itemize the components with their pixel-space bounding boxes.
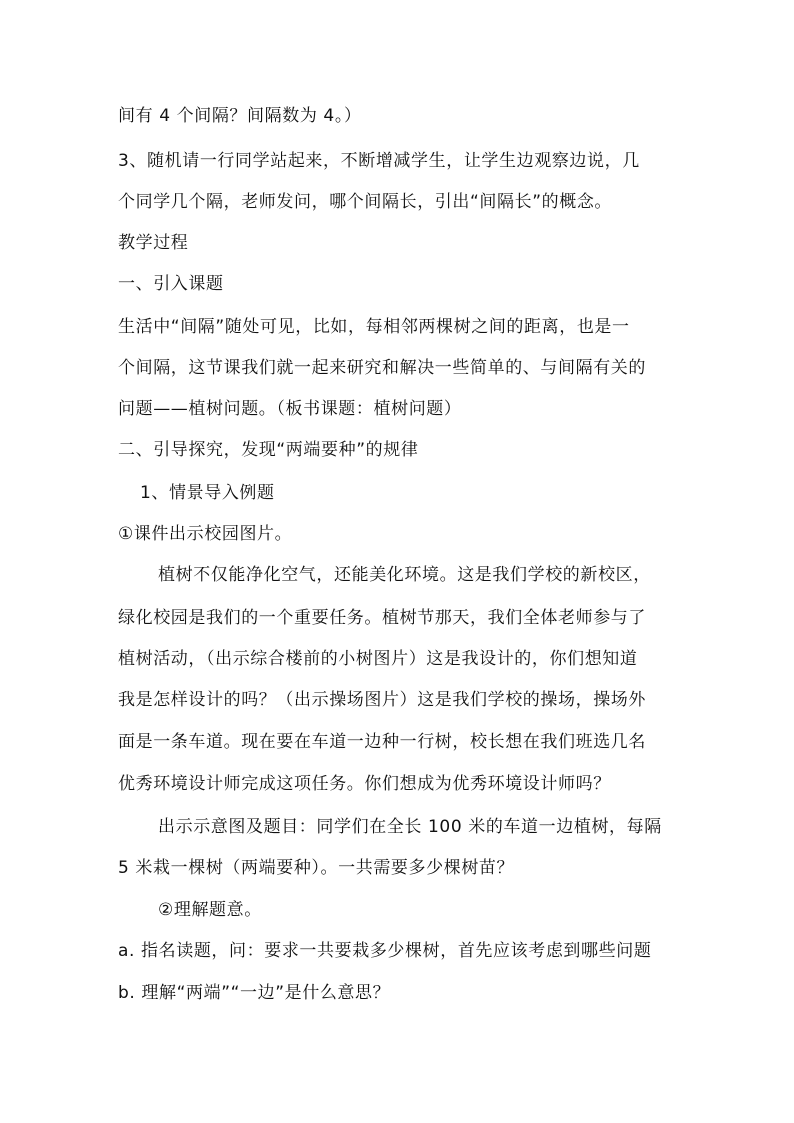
text-line: 绿化校园是我们的一个重要任务。植树节那天，我们全体老师参与了 bbox=[118, 608, 646, 628]
text-line: 3、随机请一行同学站起来，不断增减学生，让学生边观察边说，几 bbox=[118, 151, 640, 171]
text-line: 我是怎样设计的吗？（出示操场图片）这是我们学校的操场，操场外 bbox=[118, 690, 646, 710]
text-line: 植树活动，（出示综合楼前的小树图片）这是我设计的，你们想知道 bbox=[118, 649, 638, 669]
text-line: 问题——植树问题。（板书课题：植树问题） bbox=[118, 399, 462, 419]
text-line: 间有 4 个间隔？间隔数为 4。） bbox=[118, 106, 362, 126]
text-line: 个间隔，这节课我们就一起来研究和解决一些简单的、与间隔有关的 bbox=[118, 358, 646, 378]
text-line: a. 指名读题，问：要求一共要栽多少棵树，首先应该考虑到哪些问题 bbox=[118, 941, 652, 961]
section-heading: 二、引导探究，发现“两端要种”的规律 bbox=[118, 440, 419, 460]
text-line: 生活中“间隔”随处可见，比如，每相邻两棵树之间的距离，也是一 bbox=[118, 317, 630, 337]
text-line: b. 理解“两端”“一边”是什么意思？ bbox=[118, 983, 391, 1003]
text-line: 优秀环境设计师完成这项任务。你们想成为优秀环境设计师吗？ bbox=[118, 774, 611, 794]
section-heading: 教学过程 bbox=[118, 233, 189, 253]
text-line: ①课件出示校园图片。 bbox=[118, 524, 293, 544]
text-line: 面是一条车道。现在要在车道一边种一行树，校长想在我们班选几名 bbox=[118, 732, 646, 752]
text-line: 5 米栽一棵树（两端要种）。一共需要多少棵树苗？ bbox=[118, 858, 515, 878]
text-line: 个同学几个隔，老师发问，哪个间隔长，引出“间隔长”的概念。 bbox=[118, 192, 613, 212]
section-heading: 一、引入课题 bbox=[118, 274, 224, 294]
text-line: ②理解题意。 bbox=[158, 900, 262, 920]
text-line: 出示示意图及题目：同学们在全长 100 米的车道一边植树，每隔 bbox=[158, 817, 662, 837]
text-line: 植树不仅能净化空气，还能美化环境。这是我们学校的新校区， bbox=[158, 565, 651, 585]
subsection-heading: 1、情景导入例题 bbox=[140, 483, 275, 503]
